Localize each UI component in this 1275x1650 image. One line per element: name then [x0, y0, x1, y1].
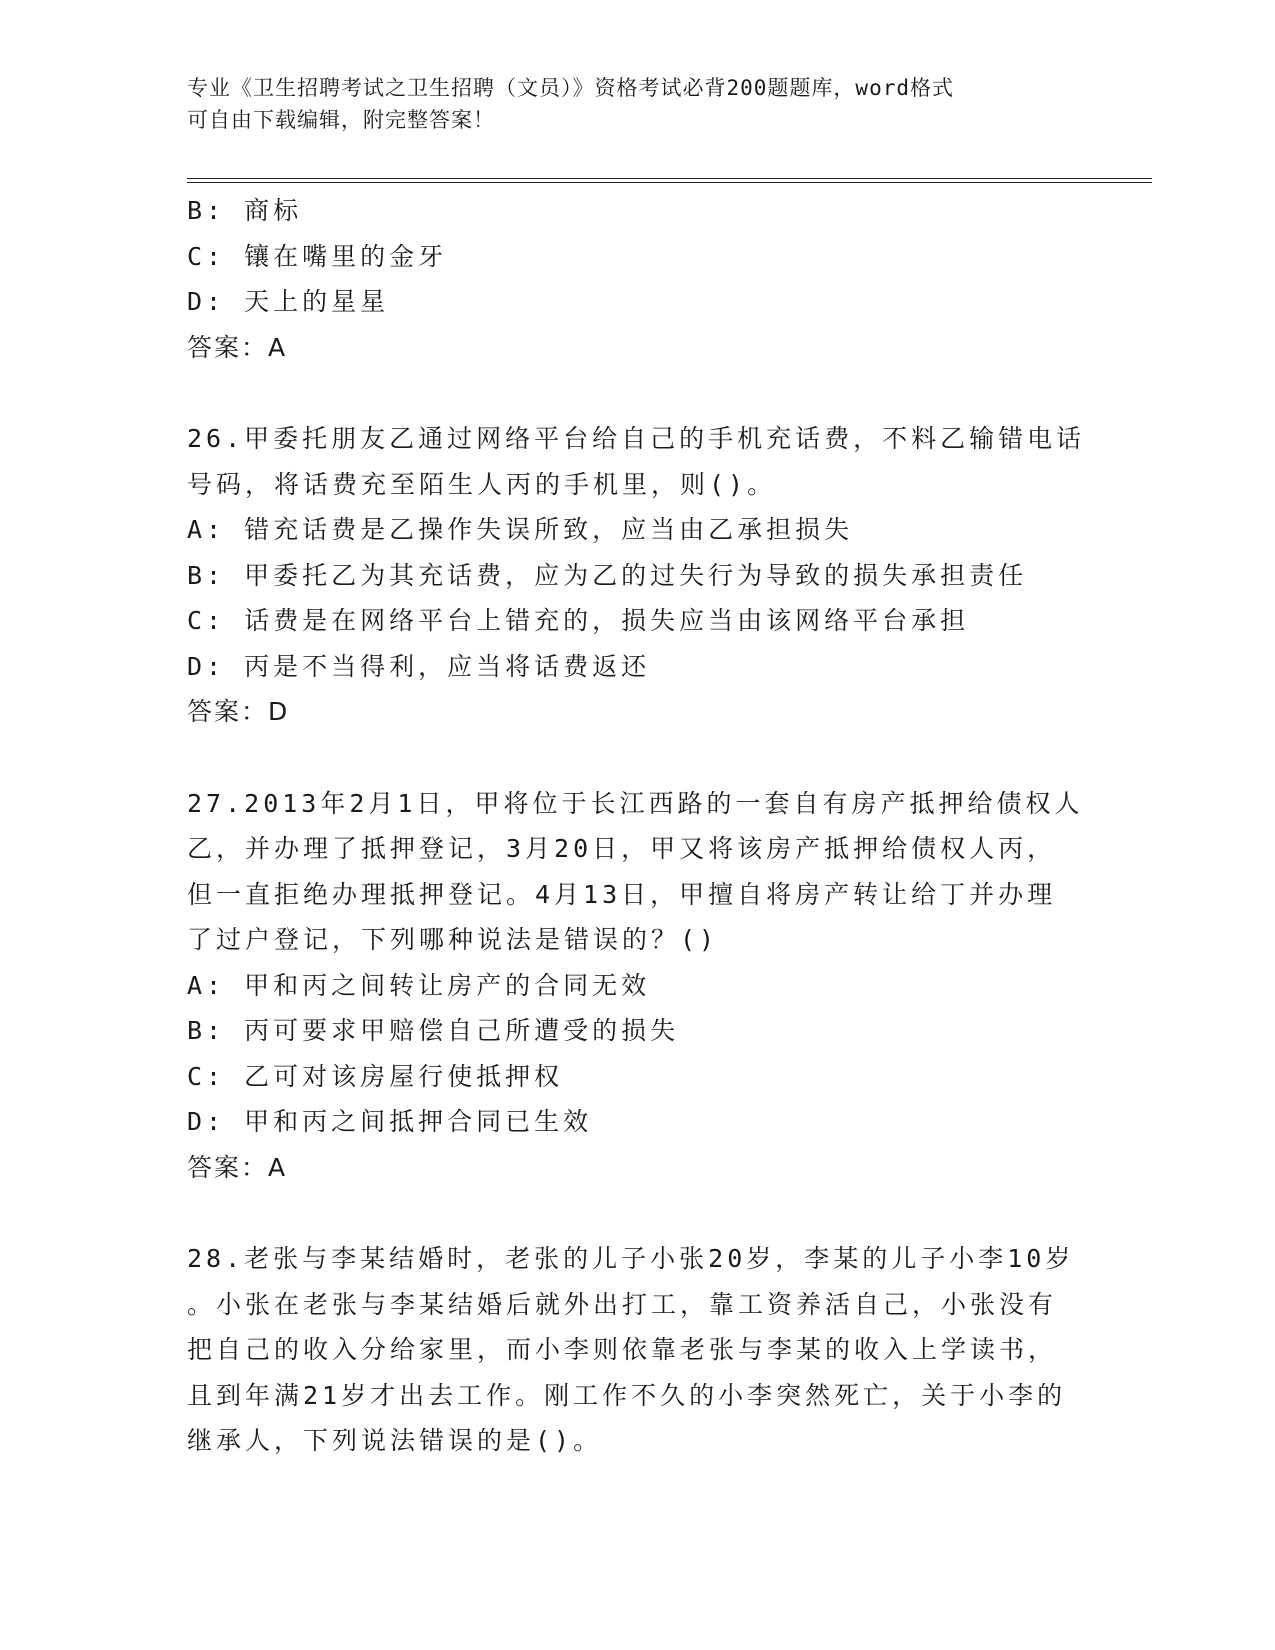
question-28	[187, 1236, 1087, 1464]
stem-line: 。小张在老张与李某结婚后就外出打工，靠工资养活自己，小张没有	[187, 1289, 1058, 1319]
spacer	[187, 1190, 1087, 1236]
option-d: D: 丙是不当得利，应当将话费返还	[187, 651, 651, 681]
option-a: A: 甲和丙之间转让房产的合同无效	[187, 970, 651, 1000]
question-stem	[187, 781, 1087, 963]
header-divider	[187, 178, 1152, 183]
question-26	[187, 416, 1087, 735]
stem-line: 但一直拒绝办理抵押登记。4月13日，甲擅自将房产转让给丁并办理	[187, 879, 1057, 909]
option-a: A: 错充话费是乙操作失误所致，应当由乙承担损失	[187, 515, 854, 544]
stem-line: 27.2013年2月1日，甲将位于长江西路的一套自有房产抵押给债权人	[187, 788, 1084, 818]
option-d: D: 甲和丙之间抵押合同已生效	[187, 1107, 593, 1136]
answer-line: 答案：A	[187, 332, 288, 362]
spacer	[187, 735, 1087, 781]
stem-line: 28.老张与李某结婚时，老张的儿子小张20岁，李某的儿子小李10岁	[187, 1244, 1075, 1273]
stem-line: 且到年满21岁才出去工作。刚工作不久的小李突然死亡，关于小李的	[187, 1380, 1067, 1410]
spacer	[187, 370, 1087, 416]
stem-line: 26.甲委托朋友乙通过网络平台给自己的手机充话费，不料乙输错电话	[187, 424, 1086, 453]
stem-line: 继承人，下列说法错误的是()。	[187, 1426, 603, 1455]
document-header	[187, 72, 1067, 136]
option-c: C: 镶在嘴里的金牙	[187, 241, 448, 271]
stem-line: 乙，并办理了抵押登记，3月20日，甲又将该房产抵押给债权人丙，	[187, 834, 1057, 863]
stem-line: 把自己的收入分给家里，而小李则依靠老张与李某的收入上学读书，	[187, 1335, 1058, 1364]
stem-line: 了过户登记，下列哪种说法是错误的？()	[187, 925, 719, 954]
option-c: C: 乙可对该房屋行使抵押权	[187, 1061, 564, 1091]
option-b: B: 甲委托乙为其充话费，应为乙的过失行为导致的损失承担责任	[187, 560, 1028, 590]
option-c: C: 话费是在网络平台上错充的，损失应当由该网络平台承担	[187, 606, 970, 635]
header-line-1: 专业《卫生招聘考试之卫生招聘（文员）》资格考试必背200题题库，word格式	[187, 76, 954, 100]
question-27	[187, 781, 1087, 1191]
stem-line: 号码，将话费充至陌生人丙的手机里，则()。	[187, 469, 777, 499]
question-stem	[187, 1236, 1087, 1464]
option-b: B: 商标	[187, 196, 303, 225]
option-b: B: 丙可要求甲赔偿自己所遭受的损失	[187, 1016, 680, 1045]
answer-line: 答案：A	[187, 1152, 288, 1182]
header-line-2: 可自由下载编辑，附完整答案！	[187, 108, 495, 132]
answer-line: 答案：D	[187, 697, 290, 726]
question-25-tail	[187, 188, 1087, 370]
question-content	[187, 188, 1087, 1464]
question-stem	[187, 416, 1087, 507]
option-d: D: 天上的星星	[187, 287, 390, 316]
